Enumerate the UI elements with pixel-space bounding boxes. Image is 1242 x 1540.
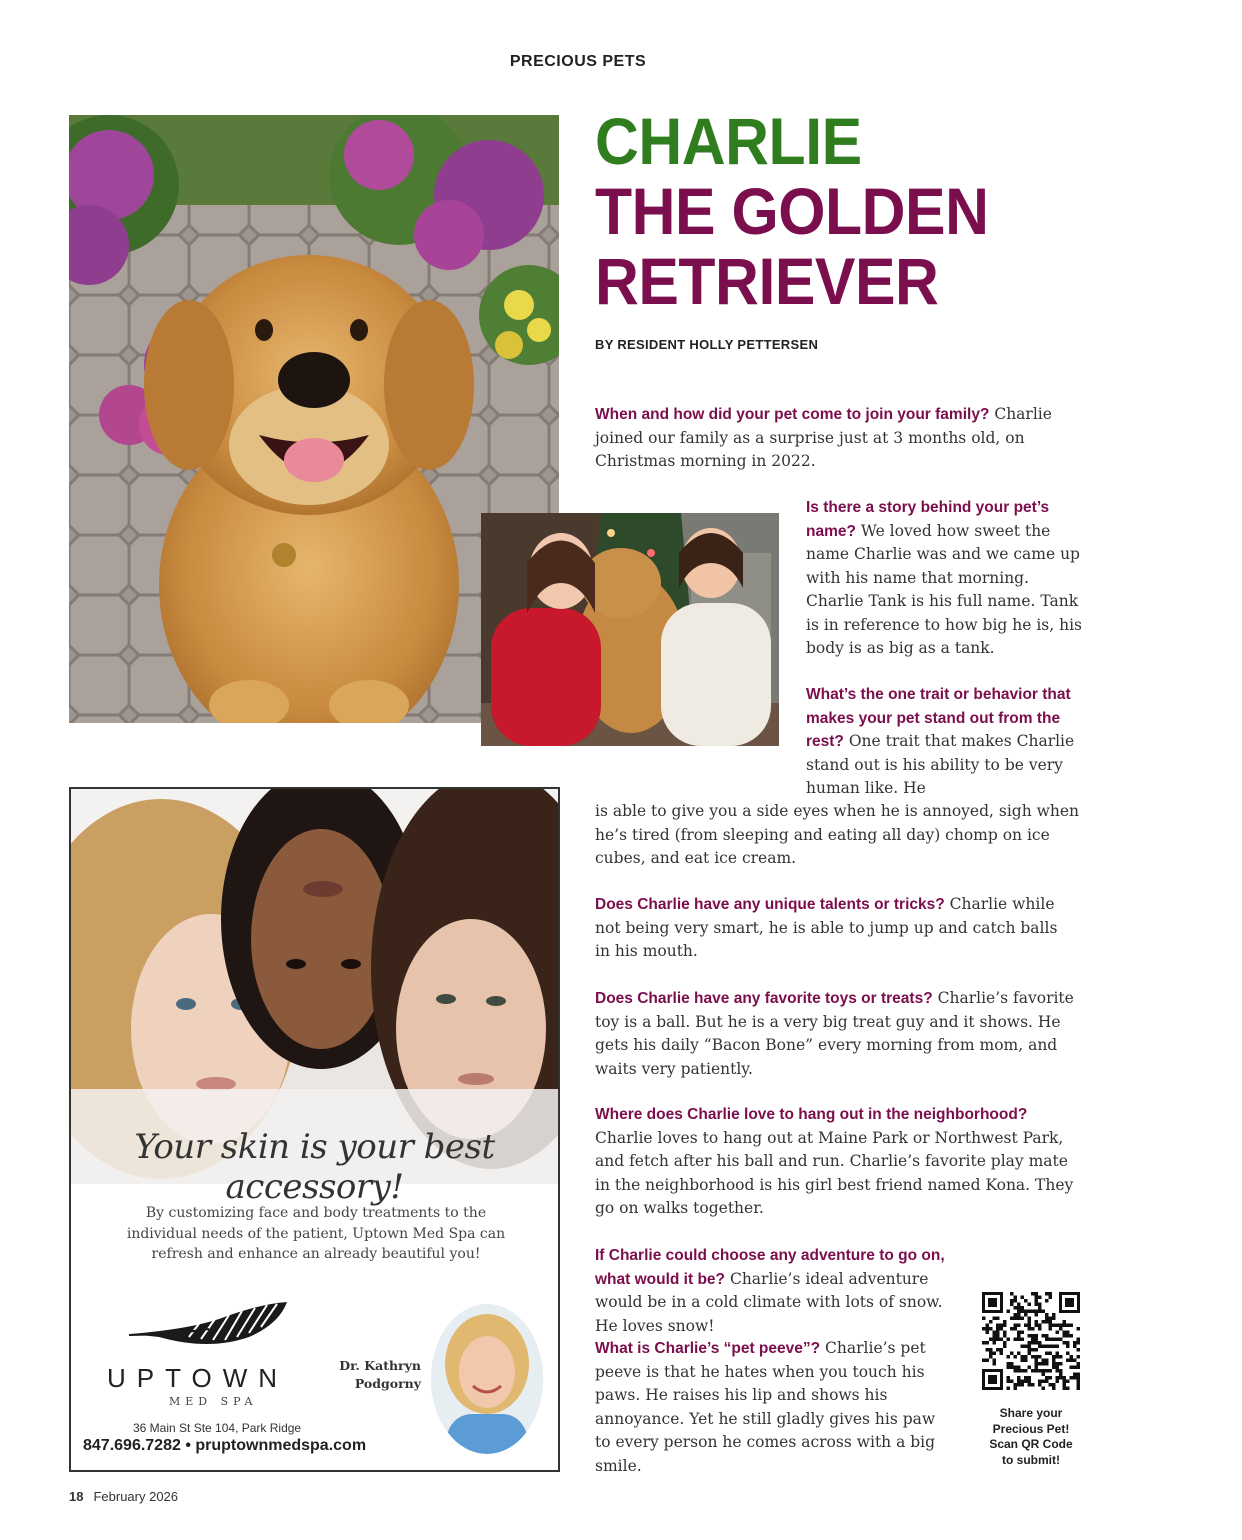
- qa-answer-continued: is able to give you a side eyes when he is annoyed, sigh when he’s tired (from sleeping and eating all day) chomp on ice cubes, and eat ice cream.: [595, 802, 1080, 867]
- title-line-2: THE GOLDEN: [595, 174, 989, 248]
- family-photo-illustration: [481, 513, 779, 746]
- qa-item-4: [595, 893, 1075, 964]
- doctor-portrait-illustration: [431, 1304, 543, 1454]
- ad-photo: [71, 789, 558, 1184]
- ad-doctor-name: [339, 1357, 421, 1393]
- qa-question: Is there a story behind your pet’s name?: [806, 499, 1050, 540]
- doctor-second-line: Podgorny: [354, 1376, 421, 1391]
- qa-answer: One trait that makes Charlie stand out is his ability to be very human like. He: [806, 732, 1075, 797]
- qr-code-icon: [982, 1292, 1080, 1390]
- qr-caption-line: Scan QR Code: [989, 1437, 1073, 1451]
- ad-address: 36 Main St Ste 104, Park Ridge: [133, 1421, 302, 1435]
- issue-date: February 2026: [93, 1489, 179, 1504]
- ad-contact[interactable]: 847.696.7282 • pruptownmedspa.com: [83, 1437, 367, 1454]
- qa-question: If Charlie could choose any adventure to go on, what would it be?: [595, 1247, 945, 1288]
- qa-question: Does Charlie have any unique talents or tricks?: [595, 896, 945, 913]
- qa-item-2: [806, 496, 1088, 661]
- qa-question: What is Charlie’s “pet peeve”?: [595, 1340, 821, 1357]
- qa-answer: Charlie’s ideal adventure would be in a cold climate with lots of snow. He loves snow!: [595, 1269, 943, 1335]
- qr-caption-line: to submit!: [1002, 1452, 1060, 1467]
- qr-code[interactable]: [982, 1292, 1080, 1390]
- page-number: 18: [69, 1489, 84, 1504]
- ad-brand-sub: MED SPA: [169, 1395, 258, 1408]
- qa-question: When and how did your pet come to join your family?: [595, 406, 990, 423]
- qa-question: What’s the one trait or behavior that makes your pet stand out from the rest?: [806, 686, 1071, 750]
- qa-question: Where does Charlie love to hang out in the neighborhood?: [595, 1106, 1028, 1123]
- qa-item-5: [595, 987, 1075, 1081]
- advertisement: [69, 787, 560, 1472]
- family-photo: [481, 513, 779, 746]
- feather-logo-icon: [129, 1299, 289, 1349]
- qr-caption-line: Precious Pet!: [992, 1421, 1070, 1436]
- qa-question: Does Charlie have any favorite toys or treats?: [595, 990, 933, 1007]
- qa-item-7: [595, 1244, 945, 1338]
- page-footer: [69, 1489, 178, 1504]
- qr-caption-line: Share your: [999, 1406, 1063, 1420]
- ad-photo-illustration: [71, 789, 558, 1184]
- article-title: [595, 106, 1055, 316]
- ad-tagline: Your skin is your best accessory!: [134, 1127, 495, 1207]
- section-label: PRECIOUS PETS: [509, 53, 647, 70]
- byline: BY RESIDENT HOLLY PETTERSEN: [595, 337, 819, 352]
- qa-item-6: [595, 1103, 1085, 1221]
- qa-item-1: [595, 403, 1085, 474]
- qa-item-8: [595, 1337, 945, 1478]
- title-line-1: CHARLIE: [595, 104, 862, 178]
- qa-answer: Charlie joined our family as a surprise just at 3 months old, on Christmas morning in 2022.: [595, 405, 1052, 470]
- qa-item-3: [806, 683, 1088, 801]
- title-line-3: RETRIEVER: [595, 244, 939, 318]
- qa-answer: Charlie while not being very smart, he is able to jump up and catch balls in his mouth.: [595, 895, 1058, 960]
- ad-copy: By customizing face and body treatments to the individual needs of the patient, Uptown Med Spa can refresh and enhance an already beautiful you!: [126, 1205, 506, 1262]
- doctor-portrait: [431, 1304, 543, 1454]
- qa-answer: Charlie’s pet peeve is that he hates when you touch his paws. He raises his lip and shows his annoyance. Yet he still gladly gives his paw to every person he comes across with a big smile.: [595, 1339, 936, 1475]
- qa-answer: Charlie loves to hang out at Maine Park or Northwest Park, and fetch after his ball and run. Charlie’s favorite play mate in the neighborhood is his girl best friend named Kona. They go on walks together.: [595, 1128, 1074, 1217]
- doctor-first-line: Dr. Kathryn: [339, 1358, 421, 1373]
- qr-caption: [968, 1406, 1094, 1468]
- qa-item-3-continued: [595, 800, 1085, 871]
- qa-answer: We loved how sweet the name Charlie was and we came up with his name that morning. Charlie Tank is his full name. Tank is in reference to how big he is, his body is as big as a tank.: [806, 521, 1083, 657]
- qa-answer: Charlie’s favorite toy is a ball. But he is a very big treat guy and it shows. He gets his daily “Bacon Bone” every morning from mom, and waits very patiently.: [595, 989, 1074, 1078]
- ad-brand: UPTOWN: [107, 1363, 289, 1393]
